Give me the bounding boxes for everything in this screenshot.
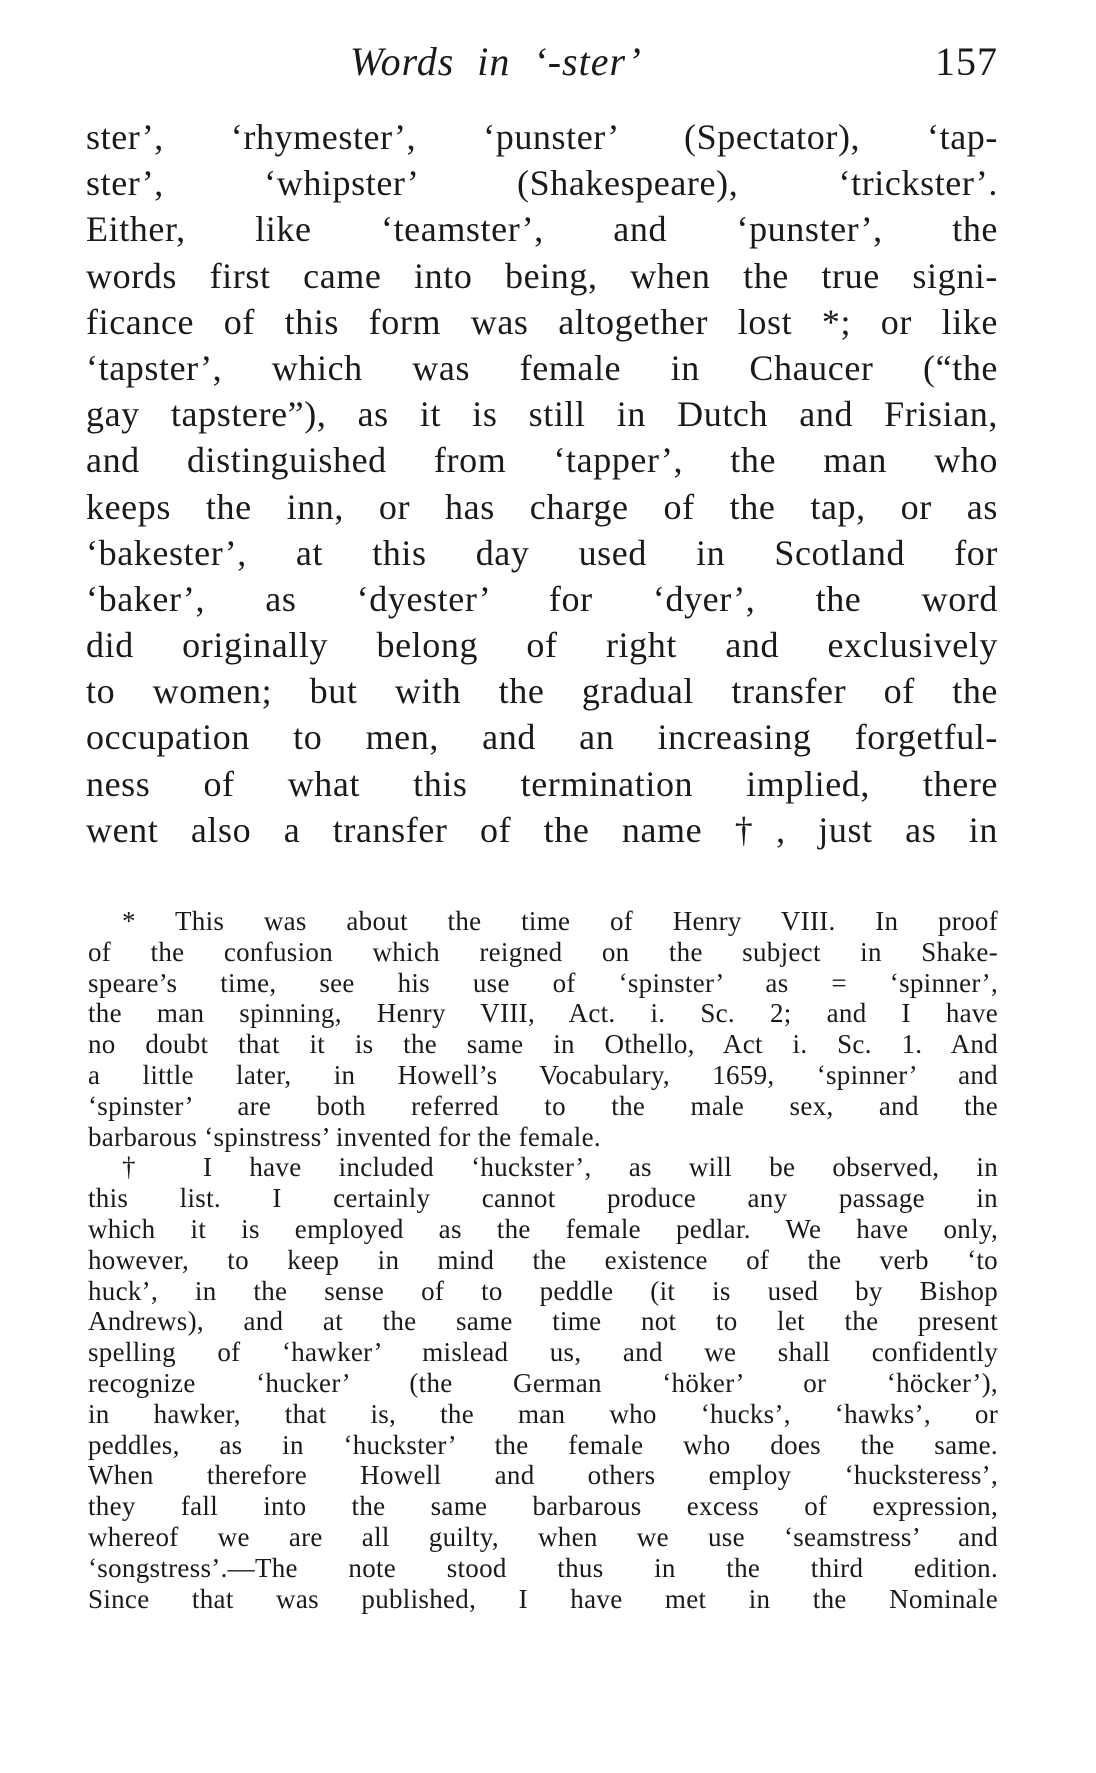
footnote-line: whereof we are all guilty, when we use ‘seamstress’ and (88, 1521, 998, 1552)
body-line: ‘bakester’, at this day used in Scotland for (86, 532, 998, 573)
footnote-line: the man spinning, Henry VIII, Act. i. Sc. 2; and I have (88, 998, 998, 1029)
body-line: ster’, ‘whipster’ (Shakespeare), ‘trickster’. (86, 163, 998, 204)
footnote-line: however, to keep in mind the existence of the verb ‘to (88, 1244, 998, 1275)
body-line: ‘baker’, as ‘dyester’ for ‘dyer’, the word (86, 578, 998, 619)
body-line: keeps the inn, or has charge of the tap, or as (86, 486, 998, 527)
body-line: words first came into being, when the true signi- (86, 255, 998, 296)
footnote-line: speare’s time, see his use of ‘spinster’ as = ‘spinner’, (88, 967, 998, 998)
body-line: ficance of this form was altogether lost *; or like (86, 301, 998, 342)
running-head (88, 38, 998, 88)
body-line: gay tapstere”), as it is still in Dutch and Frisian, (86, 394, 998, 435)
body-line: ster’, ‘rhymester’, ‘punster’ (Spectator), ‘tap- (86, 117, 998, 157)
page-number: 157 (935, 39, 998, 84)
body-line: ‘tapster’, which was female in Chaucer (“the (86, 347, 998, 388)
body-line: and distinguished from ‘tapper’, the man who (86, 440, 998, 481)
body-line: went also a transfer of the name †, just as in (86, 809, 998, 850)
footnote-line: in hawker, that is, the man who ‘hucks’, ‘hawks’, or (88, 1398, 998, 1429)
footnote-line: † I have included ‘huckster’, as will be observed, in (122, 1152, 998, 1183)
footnote-line: of the confusion which reigned on the subject in Shake- (88, 936, 998, 967)
footnote-line: they fall into the same barbarous excess of expression, (88, 1491, 998, 1522)
running-title: Words in ‘-ster’ (350, 39, 642, 84)
footnote-line: ‘songstress’.—The note stood thus in the third edition. (88, 1552, 998, 1583)
footnote-line: peddles, as in ‘huckster’ the female who does the same. (88, 1429, 998, 1460)
body-line: to women; but with the gradual transfer of the (86, 671, 998, 712)
footnote-line: spelling of ‘hawker’ mislead us, and we shall confidently (88, 1337, 998, 1368)
footnote-line: recognize ‘hucker’ (the German ‘höker’ or ‘höcker’), (88, 1367, 998, 1398)
footnote-line: barbarous ‘spinstress’ invented for the female. (88, 1121, 601, 1152)
footnote-line: Since that was published, I have met in the Nominale (88, 1583, 998, 1614)
body-text (86, 114, 998, 853)
body-line: occupation to men, and an increasing forgetful- (86, 717, 998, 758)
body-line: ness of what this termination implied, there (86, 763, 998, 804)
footnote-line: * This was about the time of Henry VIII. In proof (122, 906, 998, 936)
footnote-line: which it is employed as the female pedlar. We have only, (88, 1213, 998, 1244)
footnote-line: this list. I certainly cannot produce any passage in (88, 1183, 998, 1214)
footnote-line: When therefore Howell and others employ ‘hucksteress’, (88, 1460, 998, 1491)
body-line: Either, like ‘teamster’, and ‘punster’, the (86, 209, 998, 250)
footnotes (88, 906, 998, 1614)
footnote-line: huck’, in the sense of to peddle (it is used by Bishop (88, 1275, 998, 1306)
footnote-line: a little later, in Howell’s Vocabulary, 1659, ‘spinner’ and (88, 1059, 998, 1090)
footnote-dagger (88, 1152, 998, 1614)
footnote-line: no doubt that it is the same in Othello, Act i. Sc. 1. And (88, 1029, 998, 1060)
body-line: did originally belong of right and exclusively (86, 625, 998, 666)
footnote-line: ‘spinster’ are both referred to the male sex, and the (88, 1090, 998, 1121)
footnote-star (88, 906, 998, 1152)
footnote-line: Andrews), and at the same time not to let the present (88, 1306, 998, 1337)
